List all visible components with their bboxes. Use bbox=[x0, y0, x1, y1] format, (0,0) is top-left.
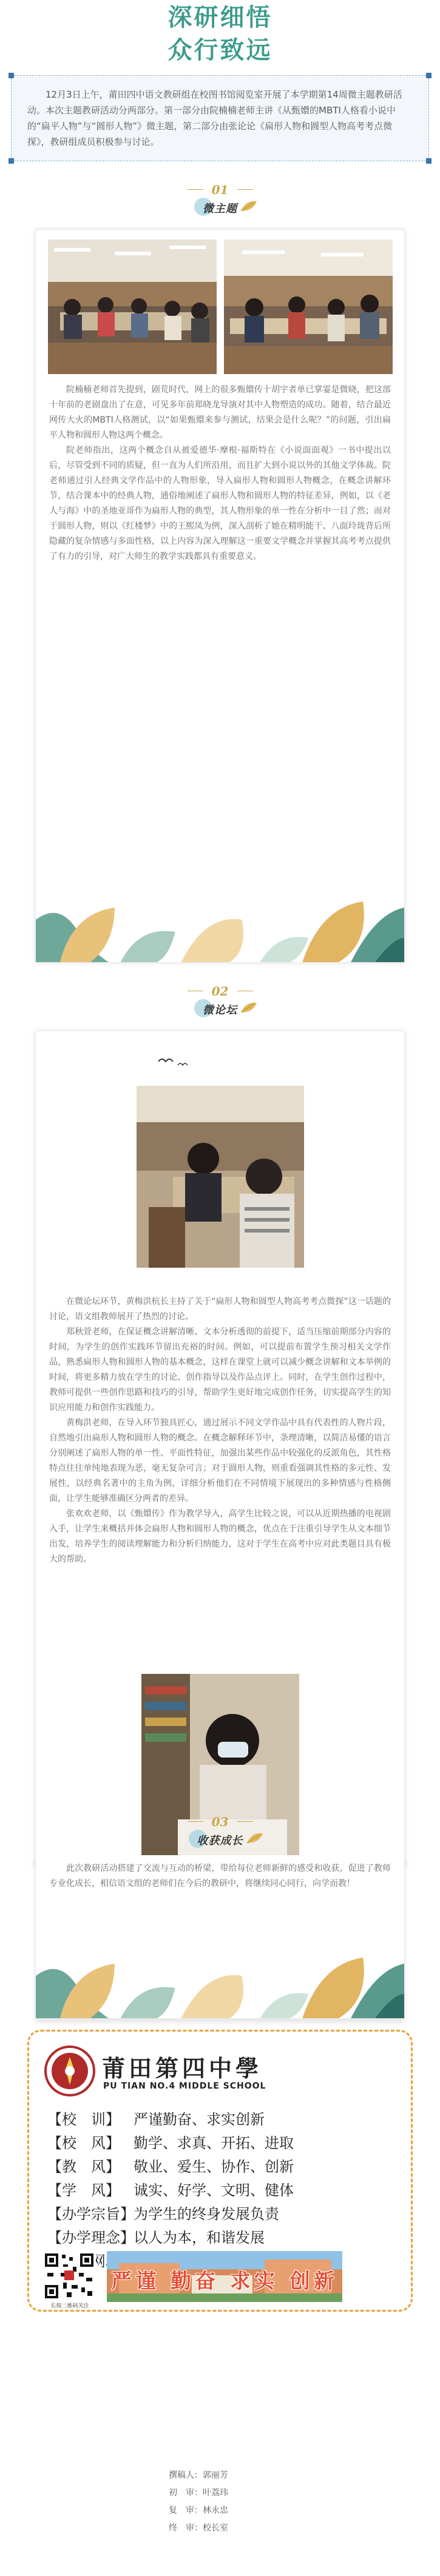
paragraph: 在微论坛环节，黄梅洪杭长主持了关于“扁形人物和圆型人物高考考点微探”这一话题的讨论，语文组教师展开了热烈的讨论。 bbox=[49, 1297, 391, 1322]
section-label: 收获成长 bbox=[197, 1835, 243, 1847]
school-name: 莆田第四中學 bbox=[102, 2055, 263, 2082]
paragraph: 院楠楠老师首先提到，剧荒时代，网上的很多甄嬛传十胡宇者单已掌霎是微晓，把这部十年前的老剧盘出了在意，可见多年前郑晓龙导演对其中人物塑造的成功。随着，结合最近网传大火的MBTI人格测试，以“如果甄嬛来参与测试，结果会是什么呢？”的问题，引出扁平人物和圆形人物这两个概念。 bbox=[49, 385, 391, 440]
section-label: 微论坛 bbox=[203, 1004, 237, 1017]
school-banner bbox=[107, 2251, 342, 2302]
section-header-2 bbox=[160, 985, 281, 1025]
corner-square-icon bbox=[426, 73, 432, 78]
section-label: 微主题 bbox=[203, 202, 237, 215]
section-header-3 bbox=[160, 1815, 281, 1855]
paragraph: 院老师指出，这两个概念自从被爱德华·摩根·福斯特在《小说面面观》一书中提出以后，尽管受到不同的质疑，但一直为人们所沿用，而且扩大到小说以外的其他文学体裁。院老师通过引人经典文学作品中的人物形象，导入扁形人物和圆形人物概念，在概念讲解环节，结合课本中的经典人物，通俗地阐述了扁形人物和圆形人物的特征差异，例如，以《老人与海》中的圣地亚哥作为扁形人物的典型，其人物形象的单一性在分析中一目了然；而对于圆形人物，则以《红楼梦》中的王熙凤为例，深入剖析了她在精明能干、八面玲珑背后所隐藏的复杂情感与多面性格，以上内容为深入理解这一重要文学概念并掌握其高考考点提供了有力的引导，对广大师生的教学实践都具有重要意义。 bbox=[49, 446, 391, 561]
motto-row: 【学 风】 诚实、好学、文明、健体 bbox=[47, 2182, 294, 2199]
qr-caption: 长按二维码关注 bbox=[50, 2303, 89, 2309]
paragraph: 郑秋萱老师，在保证概念讲解清晰、文本分析透彻的前提下，适当压缩前期部分内容的时间，为学生的创作实践环节留出充裕的时间。例如，可以提前布置学生预习相关文学作品，熟悉扁形人物和圆形人物的基本概念，这样在课堂上就可以减少概念讲解和文本举例的时间，将更多精力放在学生的讨论、创作指导以及作品点评上。同时，在学生创作过程中，教师可提供一些创作思路和技巧的引导，帮助学生更好地完成创作任务，切实提高学生的知识应用能力和创作实践能力。 bbox=[49, 1327, 391, 1413]
section-card-3 bbox=[35, 1855, 405, 2019]
motto-row: 【办学宗旨】为学生的终身发展负责 bbox=[47, 2206, 279, 2223]
section-header-1 bbox=[160, 183, 281, 223]
credit-line: 终 审：校长室 bbox=[169, 2523, 228, 2533]
discussion-photo bbox=[137, 1086, 304, 1268]
birds-icon bbox=[157, 1054, 194, 1069]
motto-row: 【教 风】 敬业、爱生、协作、创新 bbox=[47, 2158, 294, 2175]
leaf-icon bbox=[240, 1000, 258, 1015]
qr-code-icon[interactable] bbox=[42, 2251, 96, 2301]
intro-box bbox=[11, 75, 429, 161]
section-card-2 bbox=[35, 1031, 405, 1867]
section-number: 02 bbox=[211, 984, 229, 999]
leaf-icon bbox=[246, 1831, 264, 1845]
section-1-text bbox=[36, 383, 404, 564]
credit-line: 初 审：叶荔玮 bbox=[169, 2488, 228, 2498]
school-emblem-icon bbox=[44, 2045, 96, 2097]
leaves-decoration bbox=[36, 1933, 404, 2018]
school-info-card bbox=[27, 2030, 413, 2312]
section-number: 01 bbox=[211, 182, 229, 197]
paragraph: 黄梅洪老师，在导入环节独具匠心，通过展示不同文学作品中具有代表性的人物片段，自然地引出扁形人物和圆形人物的概念。在概念解释环节中，条理清晰，以简洁易懂的语言分别阐述了扁形人物的单一性、平面性特征，加强出某些作品中较强化的反派角色，其性格特点往往单纯地表现为恶，毫无复杂可言；对于圆形人物，则重看强调其性格的多元性、发展性，以经典名著中的主角为例，详细分析他们在不同情境下展现出的多种情感与性格侧面，让学生能够准确区分两者的差异。 bbox=[49, 1418, 391, 1504]
title-line-2: 众行致远 bbox=[168, 36, 272, 64]
title-line-1: 深研细悟 bbox=[168, 3, 272, 32]
leaf-icon bbox=[240, 199, 258, 213]
motto-row: 【办学理念】以人为本，和谐发展 bbox=[47, 2229, 265, 2246]
credit-line: 撰稿人：郭丽芳 bbox=[169, 2471, 228, 2480]
school-english-name: PU TIAN NO.4 MIDDLE SCHOOL bbox=[103, 2081, 266, 2091]
paragraph: 张欢欢老师，以《甄嬛传》作为教学导入，高学生比较之说，可以从近期热播的电视剧入手，让学生来概括并体会扁形人物和圆形人物的概念，优点在于注重引导学生从文本细节出发，培养学生的阅读理解能力和分析归纳能力，这对于学生在高考中应对此类题目具有极大的帮助。 bbox=[49, 1509, 391, 1564]
motto-row: 【校 风】 勤学、求真、开拓、进取 bbox=[47, 2135, 294, 2152]
intro-text: 12月3日上午，莆田四中语文教研组在校图书馆阅览室开展了本学期第14周微主题教研活动。本次主题教研活动分两部分。第一部分由院楠楠老师主讲《从甄嬛的MBTI人格看小说中的“扁平人物”与“圆形人物”》微主题，第二部分由张论论《扁形人物和圆型人物高考考点微探》，教研组成员积极参与讨论。 bbox=[27, 89, 402, 147]
motto-row: 【校 训】 严谨勤奋、求实创新 bbox=[47, 2111, 265, 2128]
paragraph: 此次教研活动搭建了交流与互动的桥梁，带给每位老师新鲜的感受和收获，促进了教师专业化成长，相信语文组的老师们在今后的教研中，将继续同心同行，向学而教！ bbox=[49, 1864, 391, 1889]
banner-slogan: 严谨 勤奋 求实 创新 bbox=[111, 2269, 338, 2293]
motto-list bbox=[47, 2108, 294, 2273]
corner-square-icon bbox=[426, 158, 432, 164]
credit-line: 复 审：林永忠 bbox=[169, 2506, 228, 2515]
school-header bbox=[44, 2047, 384, 2096]
meeting-photo-right bbox=[224, 239, 393, 374]
leaves-decoration bbox=[36, 877, 404, 962]
credits bbox=[169, 2467, 228, 2537]
photo-row bbox=[48, 239, 393, 374]
title-block bbox=[0, 0, 440, 67]
corner-square-icon bbox=[8, 73, 14, 78]
section-number: 03 bbox=[211, 1815, 229, 1829]
section-card-1 bbox=[35, 229, 405, 963]
meeting-photo-left bbox=[48, 239, 217, 374]
section-2-text bbox=[36, 1294, 404, 1567]
corner-square-icon bbox=[8, 158, 14, 164]
section-3-text bbox=[36, 1861, 404, 1892]
